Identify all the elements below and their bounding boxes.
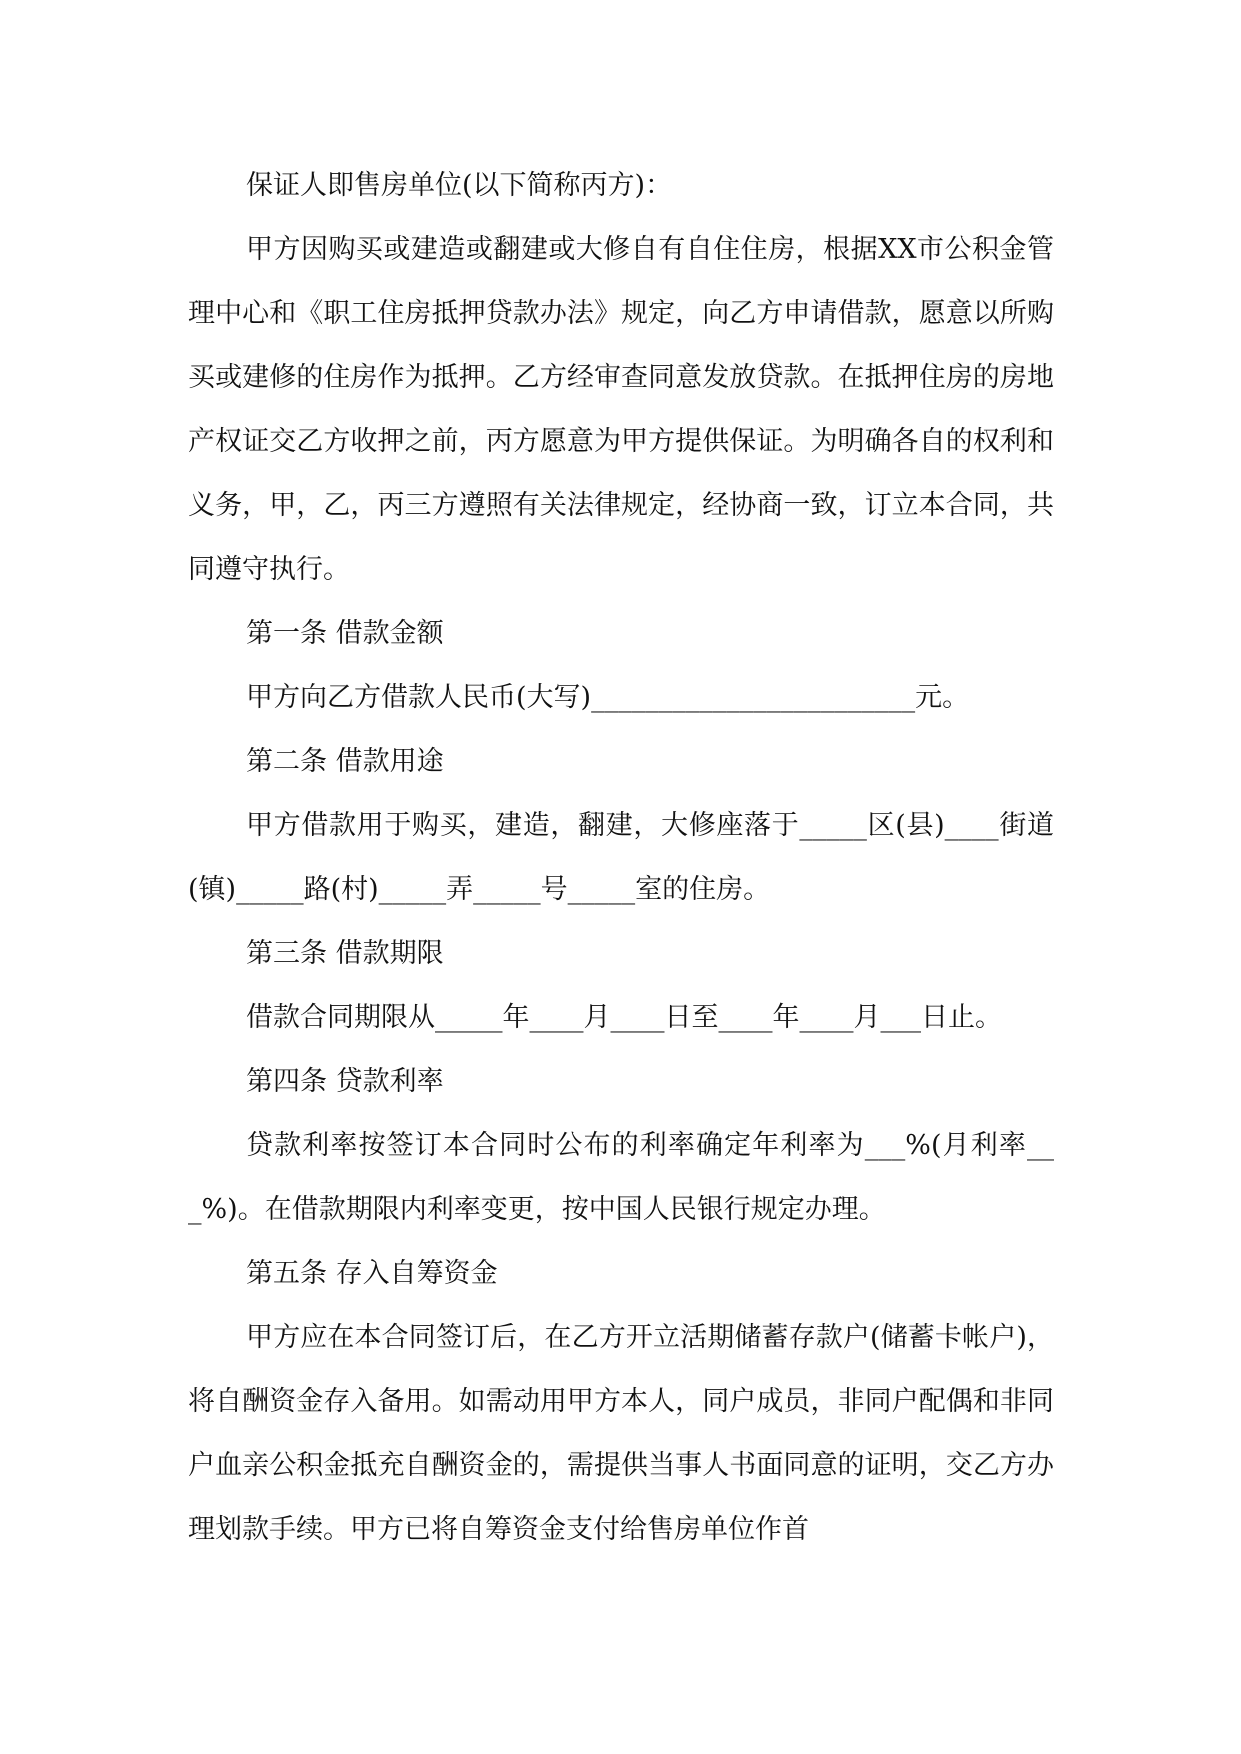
article-2-body: 甲方借款用于购买，建造，翻建，大修座落于_____区(县)____街道(镇)_____路(村)_____弄_____号_____室的住房。 [188,810,1054,905]
article-3-body: 借款合同期限从_____年____月____日至____年____月___日止。 [246,1002,1002,1033]
article-5-heading: 第五条 存入自筹资金 [246,1258,498,1289]
preamble-paragraph: 甲方因购买或建造或翻建或大修自有自住住房，根据XX市公积金管理中心和《职工住房抵押贷款办法》规定，向乙方申请借款，愿意以所购买或建修的住房作为抵押。乙方经审查同意发放贷款。在抵押住房的房地产权证交乙方收押之前，丙方愿意为甲方提供保证。为明确各自的权利和义务，甲，乙，丙三方遵照有关法律规定，经协商一致，订立本合同，共同遵守执行。 [188,234,1054,585]
article-1-body: 甲方向乙方借款人民币(大写)________________________元。 [246,682,970,713]
document-body [188,154,1054,1562]
article-3-heading: 第三条 借款期限 [246,938,444,969]
article-5-body: 甲方应在本合同签订后，在乙方开立活期储蓄存款户(储蓄卡帐户)，将自酬资金存入备用。如需动用甲方本人，同户成员，非同户配偶和非同户血亲公积金抵充自酬资金的，需提供当事人书面同意的证明，交乙方办理划款手续。甲方已将自筹资金支付给售房单位作首 [188,1322,1054,1545]
article-1-heading: 第一条 借款金额 [246,618,444,649]
article-4-body: 贷款利率按签订本合同时公布的利率确定年利率为___%(月利率___%)。在借款期限内利率变更，按中国人民银行规定办理。 [188,1130,1054,1225]
article-2-heading: 第二条 借款用途 [246,746,444,777]
guarantor-line: 保证人即售房单位(以下简称丙方)： [246,170,673,201]
article-4-heading: 第四条 贷款利率 [246,1066,444,1097]
